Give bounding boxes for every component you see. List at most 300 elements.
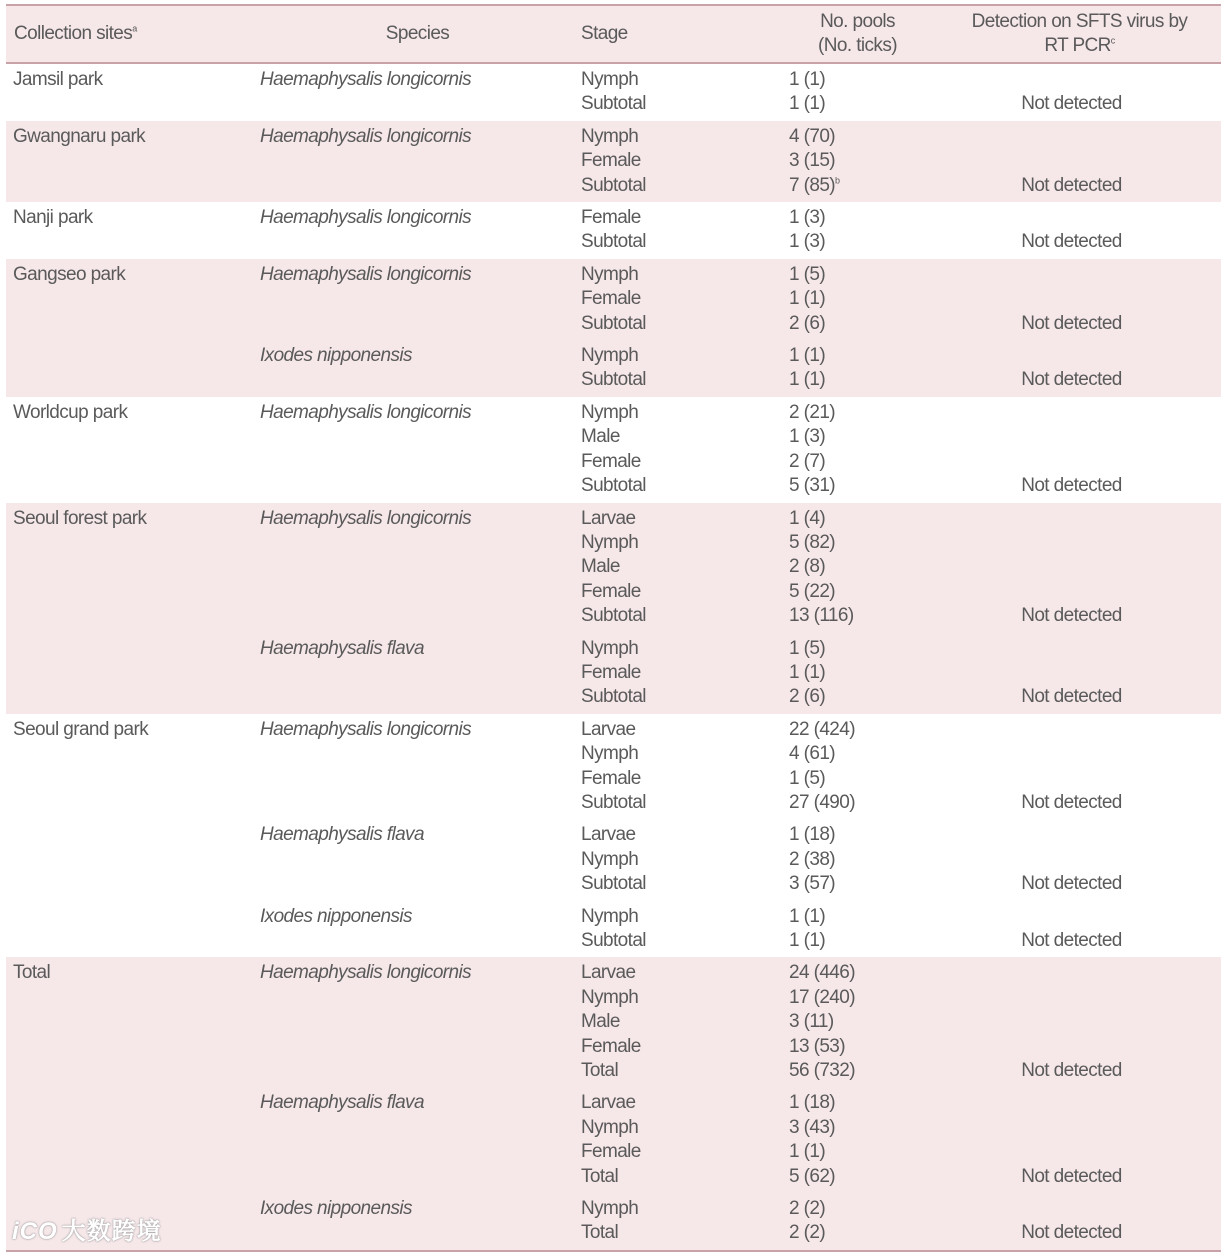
cell-detection bbox=[938, 503, 1221, 531]
tick-collection-table bbox=[6, 4, 1221, 1252]
cell-pools-ticks bbox=[777, 1116, 938, 1140]
cell-collection-site bbox=[6, 633, 254, 661]
cell-collection-site: Seoul forest park bbox=[6, 503, 254, 531]
table-row bbox=[6, 121, 1221, 149]
cell-collection-site bbox=[6, 312, 254, 340]
cell-stage: Total bbox=[581, 1059, 777, 1087]
cell-species bbox=[254, 1059, 581, 1087]
cell-collection-site bbox=[6, 555, 254, 579]
cell-detection: Not detected bbox=[938, 368, 1221, 396]
cell-collection-site bbox=[6, 767, 254, 791]
count-value: 1 (4) bbox=[789, 507, 826, 529]
table-container bbox=[6, 4, 1221, 1252]
table-row bbox=[6, 368, 1221, 396]
cell-species bbox=[254, 425, 581, 449]
count-value: 24 (446) bbox=[789, 962, 855, 984]
cell-pools-ticks bbox=[777, 1035, 938, 1059]
count-value: 4 (61) bbox=[789, 743, 836, 765]
table-row bbox=[6, 1221, 1221, 1250]
cell-stage: Nymph bbox=[581, 401, 639, 423]
cell-stage: Larvae bbox=[581, 503, 777, 531]
cell-pools-ticks bbox=[777, 848, 938, 872]
count-value: 5 (22) bbox=[789, 580, 836, 602]
cell-species bbox=[254, 474, 581, 502]
cell-species bbox=[254, 1010, 581, 1034]
cell-stage: Subtotal bbox=[581, 930, 646, 951]
cell-species bbox=[254, 1221, 581, 1250]
count-value: 3 (15) bbox=[789, 150, 836, 172]
cell-collection-site: Jamsil park bbox=[13, 69, 103, 90]
cell-stage: Male bbox=[581, 426, 620, 448]
table-row bbox=[6, 848, 1221, 872]
header-stage: Stage bbox=[581, 5, 777, 63]
cell-collection-site bbox=[6, 872, 254, 900]
count-value: 2 (8) bbox=[789, 556, 826, 578]
cell-species bbox=[254, 742, 581, 766]
table-row bbox=[6, 580, 1221, 604]
cell-stage: Nymph bbox=[581, 905, 639, 927]
count-value: 3 (57) bbox=[789, 873, 836, 895]
cell-collection-site bbox=[6, 848, 254, 872]
cell-collection-site bbox=[6, 1140, 254, 1164]
count-value: 1 (1) bbox=[789, 1141, 826, 1163]
cell-pools-ticks bbox=[777, 149, 938, 173]
cell-detection: Not detected bbox=[938, 604, 1221, 632]
cell-detection: Not detected bbox=[1021, 930, 1122, 951]
watermark-logo: iCO 大数跨境 bbox=[12, 1217, 162, 1245]
cell-collection-site bbox=[6, 474, 254, 502]
cell-stage: Female bbox=[581, 1035, 777, 1059]
cell-detection bbox=[938, 1035, 1221, 1059]
cell-detection bbox=[938, 450, 1221, 474]
cell-species bbox=[254, 450, 581, 474]
cell-detection: Not detected bbox=[1021, 873, 1122, 895]
cell-collection-site bbox=[6, 819, 254, 847]
count-value: 7 (85) bbox=[789, 174, 836, 196]
cell-stage: Subtotal bbox=[581, 231, 646, 253]
cell-species bbox=[254, 368, 581, 396]
table-row bbox=[6, 450, 1221, 474]
cell-detection: Not detected bbox=[938, 174, 1221, 202]
count-value: 1 (18) bbox=[789, 824, 836, 846]
cell-pools-ticks bbox=[777, 714, 938, 742]
cell-detection bbox=[938, 633, 1221, 661]
cell-pools-ticks bbox=[777, 474, 938, 502]
cell-stage: Nymph bbox=[581, 1193, 777, 1221]
cell-stage: Subtotal bbox=[581, 873, 646, 895]
cell-pools-ticks bbox=[777, 767, 938, 791]
table-row bbox=[6, 604, 1221, 632]
cell-collection-site bbox=[6, 1165, 254, 1193]
count-value: 2 (38) bbox=[789, 848, 836, 870]
cell-collection-site bbox=[6, 604, 254, 632]
cell-detection bbox=[938, 1116, 1221, 1140]
cell-detection bbox=[938, 149, 1221, 173]
cell-detection bbox=[938, 259, 1221, 287]
table-row bbox=[6, 714, 1221, 742]
count-value: 4 (70) bbox=[789, 125, 836, 147]
cell-stage: Subtotal bbox=[581, 174, 777, 202]
cell-pools-ticks bbox=[777, 368, 938, 396]
table-row bbox=[6, 685, 1221, 713]
cell-detection bbox=[938, 397, 1221, 425]
count-value: 5 (31) bbox=[789, 475, 836, 497]
cell-species: Ixodes nipponensis bbox=[260, 905, 412, 927]
cell-collection-site bbox=[6, 287, 254, 311]
cell-detection bbox=[938, 714, 1221, 742]
cell-collection-site bbox=[6, 791, 254, 819]
cell-pools-ticks bbox=[777, 633, 938, 661]
count-value: 13 (116) bbox=[789, 605, 854, 627]
cell-detection: Not detected bbox=[1021, 93, 1122, 115]
table-row bbox=[6, 425, 1221, 449]
cell-pools-ticks bbox=[777, 259, 938, 287]
cell-species bbox=[254, 555, 581, 579]
count-value: 1 (1) bbox=[789, 69, 826, 90]
cell-detection bbox=[938, 767, 1221, 791]
cell-species: Haemaphysalis longicornis bbox=[254, 121, 581, 149]
cell-pools-ticks bbox=[777, 92, 938, 120]
cell-collection-site bbox=[6, 368, 254, 396]
table-row bbox=[6, 92, 1221, 120]
table-row bbox=[6, 312, 1221, 340]
cell-species bbox=[254, 1165, 581, 1193]
cell-collection-site: Seoul grand park bbox=[13, 718, 149, 740]
count-value: 2 (6) bbox=[789, 686, 826, 708]
cell-detection bbox=[938, 1193, 1221, 1221]
table-row bbox=[6, 767, 1221, 791]
table-row bbox=[6, 1116, 1221, 1140]
cell-collection-site bbox=[6, 1087, 254, 1115]
table-row bbox=[6, 202, 1221, 230]
count-value: 2 (21) bbox=[789, 401, 836, 423]
cell-detection bbox=[938, 287, 1221, 311]
table-row bbox=[6, 1010, 1221, 1034]
count-value: 1 (1) bbox=[789, 905, 826, 927]
cell-stage: Male bbox=[581, 555, 777, 579]
cell-collection-site bbox=[6, 661, 254, 685]
cell-detection bbox=[938, 742, 1221, 766]
cell-species bbox=[254, 986, 581, 1010]
cell-pools-ticks bbox=[777, 450, 938, 474]
cell-collection-site: Total bbox=[6, 957, 254, 985]
count-value: 1 (5) bbox=[789, 767, 826, 789]
cell-detection bbox=[938, 819, 1221, 847]
cell-stage: Female bbox=[581, 450, 641, 472]
cell-species bbox=[254, 312, 581, 340]
cell-collection-site bbox=[6, 901, 254, 929]
table-row bbox=[6, 259, 1221, 287]
cell-detection: Not detected bbox=[1021, 475, 1122, 497]
cell-stage: Female bbox=[581, 207, 641, 229]
cell-species: Haemaphysalis longicornis bbox=[260, 207, 471, 229]
count-value: 56 (732) bbox=[789, 1060, 855, 1082]
cell-species bbox=[254, 174, 581, 202]
cell-stage: Subtotal bbox=[581, 368, 777, 396]
cell-collection-site bbox=[6, 986, 254, 1010]
cell-species bbox=[254, 791, 581, 819]
cell-detection bbox=[938, 901, 1221, 929]
header-species: Species bbox=[254, 5, 581, 63]
cell-species bbox=[254, 1116, 581, 1140]
cell-species: Ixodes nipponensis bbox=[254, 1193, 581, 1221]
cell-species bbox=[254, 929, 581, 957]
cell-detection bbox=[938, 555, 1221, 579]
cell-collection-site: Gangseo park bbox=[6, 259, 254, 287]
header-pools-ticks: No. pools (No. ticks) bbox=[777, 5, 938, 63]
cell-collection-site bbox=[6, 450, 254, 474]
header-row bbox=[6, 5, 1221, 63]
table-row bbox=[6, 872, 1221, 900]
cell-detection: Not detected bbox=[938, 1221, 1221, 1250]
cell-detection bbox=[938, 1140, 1221, 1164]
cell-pools-ticks bbox=[777, 580, 938, 604]
cell-species: Haemaphysalis flava bbox=[254, 633, 581, 661]
cell-stage: Nymph bbox=[581, 1116, 777, 1140]
cell-pools-ticks bbox=[777, 63, 938, 92]
cell-stage: Nymph bbox=[581, 633, 777, 661]
cell-detection bbox=[938, 63, 1221, 92]
cell-collection-site bbox=[6, 1059, 254, 1087]
cell-stage: Subtotal bbox=[581, 685, 777, 713]
cell-pools-ticks bbox=[777, 604, 938, 632]
cell-detection bbox=[938, 1010, 1221, 1034]
cell-collection-site bbox=[6, 929, 254, 957]
cell-stage: Nymph bbox=[581, 340, 777, 368]
cell-pools-ticks bbox=[777, 929, 938, 957]
table-row bbox=[6, 661, 1221, 685]
cell-species bbox=[254, 872, 581, 900]
cell-collection-site bbox=[6, 531, 254, 555]
count-value: 1 (1) bbox=[789, 345, 826, 367]
cell-detection: Not detected bbox=[938, 1165, 1221, 1193]
cell-species: Haemaphysalis flava bbox=[254, 1087, 581, 1115]
cell-stage: Nymph bbox=[581, 848, 639, 870]
cell-species: Haemaphysalis flava bbox=[260, 824, 424, 846]
cell-collection-site bbox=[6, 230, 254, 258]
cell-collection-site bbox=[6, 92, 254, 120]
cell-species: Haemaphysalis longicornis bbox=[260, 718, 471, 740]
cell-detection: Not detected bbox=[1021, 231, 1122, 253]
cell-collection-site bbox=[6, 1116, 254, 1140]
cell-collection-site bbox=[6, 340, 254, 368]
cell-species: Haemaphysalis longicornis bbox=[260, 401, 471, 423]
cell-pools-ticks bbox=[777, 531, 938, 555]
count-value: 13 (53) bbox=[789, 1035, 846, 1057]
cell-pools-ticks bbox=[777, 901, 938, 929]
cell-species: Ixodes nipponensis bbox=[254, 340, 581, 368]
count-value: 17 (240) bbox=[789, 986, 855, 1008]
table-row bbox=[6, 819, 1221, 847]
cell-pools-ticks bbox=[777, 1140, 938, 1164]
cell-detection bbox=[938, 580, 1221, 604]
table-row bbox=[6, 63, 1221, 92]
cell-stage: Nymph bbox=[581, 259, 777, 287]
cell-stage: Male bbox=[581, 1010, 777, 1034]
cell-stage: Larvae bbox=[581, 1087, 777, 1115]
cell-stage: Nymph bbox=[581, 531, 777, 555]
count-value: 5 (82) bbox=[789, 531, 836, 553]
cell-stage: Larvae bbox=[581, 718, 636, 740]
cell-collection-site: Worldcup park bbox=[13, 401, 128, 423]
count-value: 2 (7) bbox=[789, 450, 826, 472]
cell-pools-ticks bbox=[777, 685, 938, 713]
cell-detection bbox=[938, 848, 1221, 872]
cell-species bbox=[254, 661, 581, 685]
cell-collection-site bbox=[6, 580, 254, 604]
cell-species bbox=[254, 685, 581, 713]
cell-pools-ticks bbox=[777, 1087, 938, 1115]
count-value: 2 (6) bbox=[789, 312, 826, 334]
cell-pools-ticks bbox=[777, 819, 938, 847]
table-row bbox=[6, 1059, 1221, 1087]
count-value: 1 (1) bbox=[789, 93, 826, 115]
cell-species bbox=[254, 1140, 581, 1164]
cell-stage: Female bbox=[581, 1140, 777, 1164]
cell-stage: Subtotal bbox=[581, 791, 646, 813]
cell-pools-ticks bbox=[777, 425, 938, 449]
table-row bbox=[6, 474, 1221, 502]
cell-pools-ticks bbox=[777, 555, 938, 579]
count-value: 27 (490) bbox=[789, 791, 855, 813]
cell-pools-ticks bbox=[777, 121, 938, 149]
cell-detection bbox=[938, 202, 1221, 230]
table-row bbox=[6, 633, 1221, 661]
table-row bbox=[6, 340, 1221, 368]
cell-species bbox=[254, 604, 581, 632]
count-value: 3 (43) bbox=[789, 1116, 836, 1138]
cell-collection-site bbox=[6, 174, 254, 202]
cell-detection: Not detected bbox=[938, 312, 1221, 340]
cell-stage: Nymph bbox=[581, 69, 639, 90]
table-row bbox=[6, 1087, 1221, 1115]
cell-pools-ticks bbox=[777, 1193, 938, 1221]
table-row bbox=[6, 149, 1221, 173]
cell-collection-site bbox=[6, 1035, 254, 1059]
table-row bbox=[6, 791, 1221, 819]
count-value: 3 (11) bbox=[789, 1011, 834, 1033]
cell-species bbox=[254, 92, 581, 120]
cell-species bbox=[254, 1035, 581, 1059]
cell-detection bbox=[938, 340, 1221, 368]
cell-species: Haemaphysalis longicornis bbox=[260, 69, 471, 90]
cell-species bbox=[254, 149, 581, 173]
cell-pools-ticks bbox=[777, 791, 938, 819]
count-value: 1 (3) bbox=[789, 207, 826, 229]
count-value: 1 (5) bbox=[789, 263, 826, 285]
cell-pools-ticks bbox=[777, 230, 938, 258]
cell-collection-site bbox=[6, 1010, 254, 1034]
table-row bbox=[6, 742, 1221, 766]
table-row bbox=[6, 1035, 1221, 1059]
count-value: 1 (1) bbox=[789, 930, 826, 951]
table-body bbox=[6, 63, 1221, 1251]
cell-stage: Larvae bbox=[581, 824, 636, 846]
cell-collection-site: Nanji park bbox=[13, 207, 93, 229]
count-value: 22 (424) bbox=[789, 718, 855, 740]
cell-species: Haemaphysalis longicornis bbox=[254, 503, 581, 531]
count-value: 1 (3) bbox=[789, 231, 826, 253]
cell-collection-site bbox=[6, 742, 254, 766]
count-value: 1 (18) bbox=[789, 1092, 836, 1114]
cell-species bbox=[254, 230, 581, 258]
cell-detection bbox=[938, 121, 1221, 149]
cell-collection-site: Gwangnaru park bbox=[6, 121, 254, 149]
table-row bbox=[6, 901, 1221, 929]
cell-pools-ticks bbox=[777, 1221, 938, 1250]
cell-pools-ticks bbox=[777, 1010, 938, 1034]
table-row bbox=[6, 531, 1221, 555]
table-row bbox=[6, 174, 1221, 202]
count-value: 5 (62) bbox=[789, 1165, 836, 1187]
count-value: 1 (5) bbox=[789, 637, 826, 659]
cell-pools-ticks bbox=[777, 661, 938, 685]
cell-stage: Nymph bbox=[581, 986, 777, 1010]
cell-pools-ticks bbox=[777, 742, 938, 766]
cell-pools-ticks bbox=[777, 312, 938, 340]
cell-detection: Not detected bbox=[938, 685, 1221, 713]
cell-pools-ticks bbox=[777, 503, 938, 531]
cell-pools-ticks bbox=[777, 174, 938, 202]
cell-stage: Nymph bbox=[581, 743, 639, 765]
cell-detection: Not detected bbox=[938, 1059, 1221, 1087]
cell-pools-ticks bbox=[777, 986, 938, 1010]
cell-stage: Total bbox=[581, 1165, 777, 1193]
cell-detection bbox=[938, 531, 1221, 555]
table-row bbox=[6, 1165, 1221, 1193]
cell-stage: Female bbox=[581, 767, 641, 789]
cell-collection-site bbox=[6, 149, 254, 173]
table-row bbox=[6, 929, 1221, 957]
cell-pools-ticks bbox=[777, 872, 938, 900]
cell-collection-site bbox=[6, 685, 254, 713]
count-value: 2 (2) bbox=[789, 1222, 826, 1244]
cell-stage: Female bbox=[581, 149, 777, 173]
cell-detection: Not detected bbox=[1021, 791, 1122, 813]
cell-species bbox=[254, 287, 581, 311]
cell-detection bbox=[938, 661, 1221, 685]
table-row bbox=[6, 986, 1221, 1010]
cell-pools-ticks bbox=[777, 287, 938, 311]
cell-pools-ticks bbox=[777, 340, 938, 368]
cell-stage: Subtotal bbox=[581, 475, 646, 497]
cell-stage: Female bbox=[581, 661, 777, 685]
cell-species bbox=[254, 767, 581, 791]
cell-pools-ticks bbox=[777, 1165, 938, 1193]
table-row bbox=[6, 397, 1221, 425]
cell-species bbox=[254, 848, 581, 872]
cell-species: Haemaphysalis longicornis bbox=[254, 957, 581, 985]
cell-species: Haemaphysalis longicornis bbox=[254, 259, 581, 287]
footnote-marker: b bbox=[835, 175, 840, 186]
count-value: 1 (1) bbox=[789, 661, 826, 683]
cell-pools-ticks bbox=[777, 957, 938, 985]
cell-stage: Total bbox=[581, 1221, 777, 1250]
cell-species bbox=[254, 531, 581, 555]
cell-stage: Subtotal bbox=[581, 312, 777, 340]
cell-detection bbox=[938, 986, 1221, 1010]
cell-pools-ticks bbox=[777, 202, 938, 230]
cell-stage: Female bbox=[581, 287, 777, 311]
count-value: 2 (2) bbox=[789, 1198, 826, 1220]
count-value: 1 (3) bbox=[789, 426, 826, 448]
table-row bbox=[6, 1140, 1221, 1164]
table-row bbox=[6, 287, 1221, 311]
count-value: 1 (1) bbox=[789, 369, 826, 391]
table-row bbox=[6, 957, 1221, 985]
cell-detection bbox=[938, 1087, 1221, 1115]
count-value: 1 (1) bbox=[789, 288, 826, 310]
